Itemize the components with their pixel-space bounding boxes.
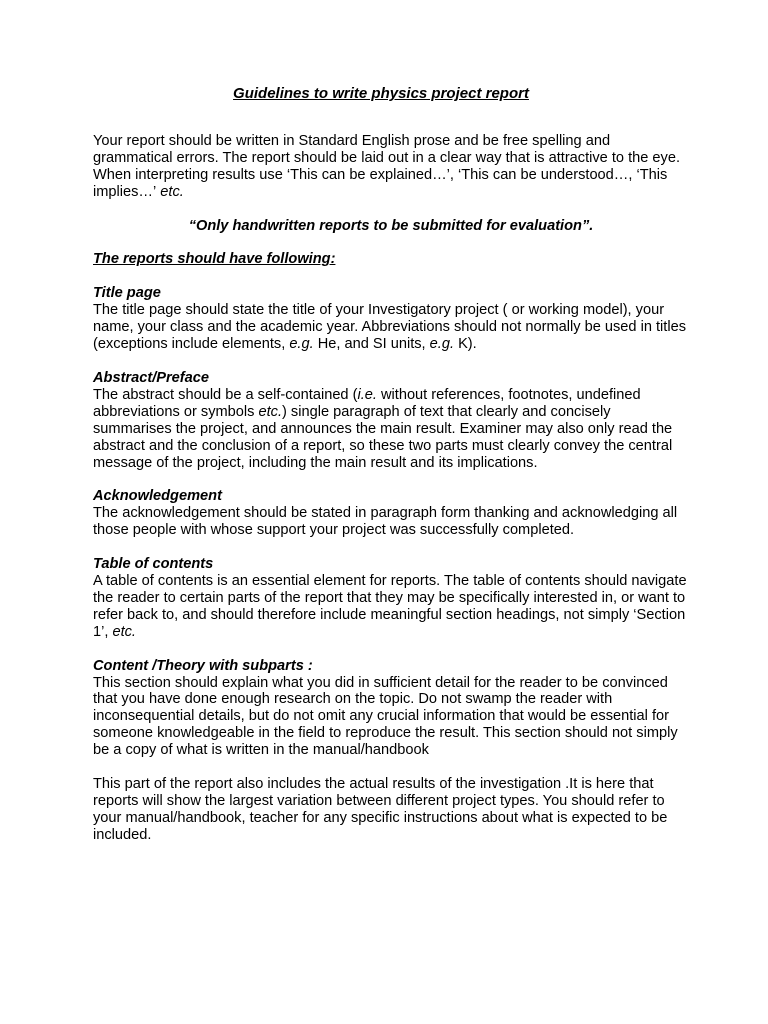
content-text-1: This section should explain what you did in sufficient detail for the reader to be convinced that you have done enough research on the topic. Do not swamp the reader with inconsequential details, but do not omit any crucial information that would be essential for someone knowledgeable in the field to reproduce the result. This section should not simply be a copy of what is written in the manual/handbook xyxy=(93,674,678,759)
document-body xyxy=(93,133,693,844)
section-abstract xyxy=(93,370,693,471)
abstract-heading: Abstract/Preface xyxy=(93,369,209,386)
acknowledgement-text: The acknowledgement should be stated in paragraph form thanking and acknowledging all those people with whose support your project was successfully completed. xyxy=(93,505,678,539)
reports-heading: The reports should have following: xyxy=(93,251,336,268)
content-heading: Content /Theory with subparts : xyxy=(93,657,313,674)
section-acknowledgement xyxy=(93,488,693,539)
title-page-eg1: e.g. xyxy=(289,336,314,353)
section-title-page xyxy=(93,285,693,353)
title-page-eg2: e.g. xyxy=(429,336,455,353)
abstract-ie: i.e. xyxy=(357,386,377,403)
abstract-text xyxy=(93,387,693,472)
title-page-text-a: The title page should state the title of your Investigatory project ( or working model), your name, your class and the academic year. Abbreviations should not normally be used in titles (exceptions include elements, xyxy=(93,302,686,353)
section-toc xyxy=(93,556,693,641)
title-page-heading: Title page xyxy=(93,285,161,302)
intro-etc: etc. xyxy=(156,183,184,200)
section-content xyxy=(93,658,693,844)
title-page-text-c: K). xyxy=(454,336,477,353)
abstract-text-b: without references, footnotes, undefined abbreviations or symbols xyxy=(93,386,641,420)
toc-text xyxy=(93,573,693,641)
toc-heading: Table of contents xyxy=(93,556,214,573)
toc-text-a: A table of contents is an essential element for reports. The table of contents should navigate the reader to certain parts of the report that they may be specifically interested in, or want to refer back to, and should therefore include meaningful section headings, not simply ‘Section 1’, xyxy=(93,573,687,640)
handwritten-notice: “Only handwritten reports to be submitted for evaluation”. xyxy=(188,217,594,234)
toc-etc: etc. xyxy=(112,623,136,640)
abstract-text-a: The abstract should be a self-contained ( xyxy=(93,386,358,403)
abstract-text-c: ) single paragraph of text that clearly and concisely summarises the project, and announces the main result. Examiner may also only read the abstract and the conclusion of a report, so these two parts must clearly convey the central message of the project, including the main result and its implications. xyxy=(93,403,673,471)
document-title: Guidelines to write physics project report xyxy=(233,85,529,102)
intro-text: Your report should be written in Standard English prose and be free spelling and grammatical errors. The report should be laid out in a clear way that is attractive to the eye. When interpreting results use ‘This can be explained…’, ‘This can be understood…, ‘This implies…’ xyxy=(93,132,681,200)
intro-paragraph xyxy=(93,133,693,201)
abstract-etc: etc. xyxy=(258,403,283,420)
title-page-text-b: He, and SI units, xyxy=(313,336,430,353)
content-text-2: This part of the report also includes the actual results of the investigation .It is here that reports will show the largest variation between different project types. You should refer to your manual/handbook, teacher for any specific instructions about what is expected to be included. xyxy=(93,776,668,843)
acknowledgement-heading: Acknowledgement xyxy=(93,488,222,505)
title-page-text xyxy=(93,302,693,353)
